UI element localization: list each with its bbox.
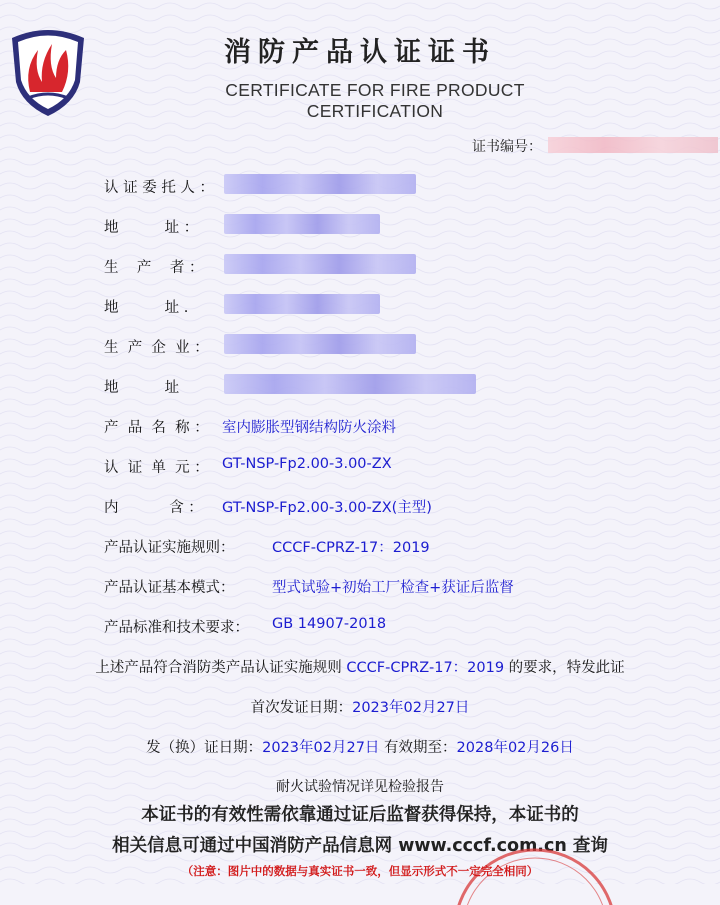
validity-text-line-2: 相关信息可通过中国消防产品信息网 www.cccf.com.cn 查询 — [112, 836, 608, 856]
field-value: 室内膨胀型钢结构防火涂料 — [222, 420, 396, 436]
validity-text-line-1: 本证书的有效性需依靠通过证后监督获得保持，本证书的 — [141, 805, 579, 825]
test-report-note: 耐火试验情况详见检验报告 — [276, 779, 444, 795]
first-issue-date: 首次发证日期：2023年02月27日 — [250, 700, 470, 716]
redacted-value — [224, 294, 380, 314]
field-label: 地 址 . — [104, 300, 189, 316]
field-value: GT-NSP-Fp2.00-3.00-ZX(主型) — [222, 500, 432, 516]
field-value: 型式试验+初始工厂检查+获证后监督 — [272, 580, 514, 596]
field-value: CCCF-CPRZ-17：2019 — [272, 540, 430, 556]
certificate-title-cn: 消防产品认证证书 — [224, 37, 496, 68]
redacted-value — [224, 214, 380, 234]
redacted-value — [224, 254, 416, 274]
field-label: 产品标准和技术要求： — [104, 620, 249, 636]
redacted-value — [224, 374, 476, 394]
disclaimer-note: （注意：图片中的数据与真实证书一致，但显示形式不一定完全相同） — [181, 864, 539, 878]
certificate-number-redacted — [548, 137, 718, 153]
field-label: 产品认证基本模式： — [104, 580, 235, 596]
field-label: 生 产 者 ： — [104, 260, 204, 276]
field-label: 产品认证实施规则： — [104, 540, 235, 556]
field-label: 产 品 名 称 ： — [104, 420, 209, 436]
certificate-title-en: CERTIFICATE FOR FIRE PRODUCT CERTIFICATION — [225, 80, 525, 121]
field-label: 内 含 ： — [104, 500, 203, 516]
field-value: GT-NSP-Fp2.00-3.00-ZX — [222, 456, 392, 472]
field-label: 生 产 企 业 ： — [104, 340, 209, 356]
field-label: 认 证 委 托 人 ： — [104, 180, 215, 196]
field-label: 地 址 ： — [104, 220, 199, 236]
certificate-number-label: 证书编号： — [472, 139, 542, 155]
issue-and-validity-dates: 发（换）证日期：2023年02月27日 有效期至：2028年02月26日 — [146, 740, 574, 756]
field-value: GB 14907-2018 — [272, 616, 387, 632]
field-label: 地 址 — [104, 380, 180, 396]
conformity-statement: 上述产品符合消防类产品认证实施规则 CCCF-CPRZ-17：2019 的要求，特发此证 — [95, 660, 625, 676]
field-label: 认 证 单 元 ： — [104, 460, 209, 476]
redacted-value — [224, 334, 416, 354]
redacted-value — [224, 174, 416, 194]
